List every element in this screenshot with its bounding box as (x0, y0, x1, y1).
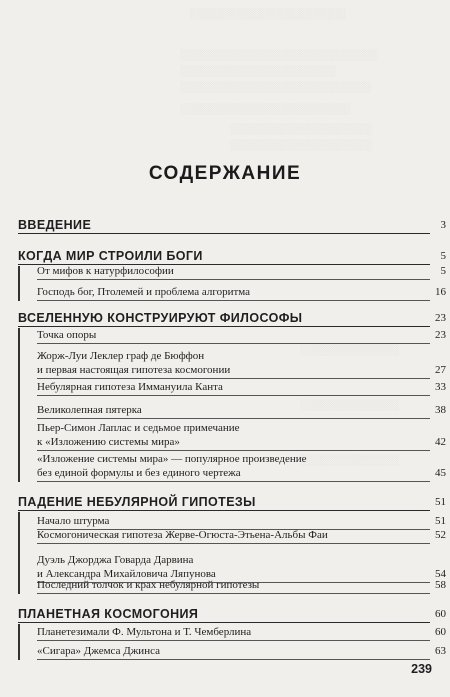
section-bracket (18, 624, 20, 660)
section-bracket (18, 328, 20, 482)
entry-page-number: 45 (435, 467, 446, 479)
entry-page-number: 5 (440, 265, 446, 277)
entry-rule (37, 659, 430, 660)
section-title: ПАДЕНИЕ НЕБУЛЯРНОЙ ГИПОТЕЗЫ (18, 495, 256, 509)
entry-rule (37, 450, 430, 451)
entry-page-number: 51 (435, 515, 446, 527)
entry-page-number: 60 (435, 626, 446, 638)
entry-rule (37, 418, 430, 419)
section-page-number: 3 (440, 219, 446, 231)
entry-page-number: 42 (435, 436, 446, 448)
section-page-number: 60 (435, 608, 446, 620)
toc-entry[interactable] (37, 528, 446, 542)
entry-title-line: Начало штурма (37, 515, 110, 527)
entry-title-line: Последний толчок и крах небулярной гипотезы (37, 579, 260, 591)
entry-rule (37, 300, 430, 301)
toc-section[interactable] (18, 603, 446, 623)
entry-title-line: Господь бог, Птолемей и проблема алгоритма (37, 286, 251, 298)
entry-title-line: Космогоническая гипотеза Жерве-Огюста-Этьена-Альбы Фаи (37, 529, 328, 541)
section-page-number: 51 (435, 496, 446, 508)
entry-rule (37, 593, 430, 594)
entry-page-number: 23 (435, 329, 446, 341)
section-rule (18, 233, 430, 234)
entry-title-line: без единой формулы и без единого чертежа (37, 467, 241, 479)
toc-entry[interactable] (37, 553, 446, 581)
section-bracket (18, 266, 20, 301)
toc-section[interactable] (18, 214, 446, 234)
entry-title-line: Небулярная гипотеза Иммануила Канта (37, 381, 223, 393)
toc-entry[interactable] (37, 380, 446, 394)
entry-title-line: и Александра Михайловича Ляпунова (37, 568, 216, 580)
toc-entry[interactable] (37, 264, 446, 278)
entry-rule (37, 481, 430, 482)
entry-title-line: Планетезимали Ф. Мультона и Т. Чемберлина (37, 626, 252, 638)
toc-entry[interactable] (37, 514, 446, 528)
section-rule (18, 622, 430, 623)
entry-page-number: 16 (435, 286, 446, 298)
entry-rule (37, 279, 430, 280)
entry-title-line: Точка опоры (37, 329, 97, 341)
entry-page-number: 27 (435, 364, 446, 376)
entry-title-line: «Изложение системы мира» — популярное произведение (37, 453, 307, 465)
section-page-number: 5 (440, 250, 446, 262)
toc-section[interactable] (18, 245, 446, 265)
entry-title-line: От мифов к натурфилософии (37, 265, 174, 277)
section-title: ВВЕДЕНИЕ (18, 218, 92, 232)
section-rule (18, 510, 430, 511)
entry-page-number: 38 (435, 404, 446, 416)
show-through-text: ░░░░░░░░░░░░░░░░░░░░ ░░░░░░░░░░░░░░░░░░░░░░░░░░░░ ░░░░░░░░░░░░░░░░░░░░░░ ░░░░░░░░░░░░░░░░░░░░░░░░░░░ ░░░░░░░░░░░░░░░░░░░░░░░░ ░░░░░░░░░░░░░░░░░░░░ ░░░░░░░░░░░░░░░░░░░░ ░░░░░░░░░░░░░░ ░░░░░░░░░░░░░░ ░░░░░░░░░░░░░░ (180, 8, 400, 466)
toc-entry[interactable] (37, 644, 446, 658)
entry-title-line: к «Изложению системы мира» (37, 436, 180, 448)
toc-entry[interactable] (37, 285, 446, 299)
page-title: СОДЕРЖАНИЕ (148, 163, 302, 184)
entry-rule (37, 343, 430, 344)
section-bracket (18, 512, 20, 594)
entry-page-number: 58 (435, 579, 446, 591)
toc-entry[interactable] (37, 578, 446, 592)
toc-entry[interactable] (37, 452, 446, 480)
entry-title-line: Великолепная пятерка (37, 404, 142, 416)
entry-rule (37, 543, 430, 544)
page-number: 239 (411, 662, 432, 676)
entry-rule (37, 395, 430, 396)
toc-entry[interactable] (37, 421, 446, 449)
toc-section[interactable] (18, 307, 446, 327)
entry-page-number: 52 (435, 529, 446, 541)
toc-entry[interactable] (37, 403, 446, 417)
entry-title-line: «Сигара» Джемса Джинса (37, 645, 160, 657)
section-page-number: 23 (435, 312, 446, 324)
entry-title-line: Жорж-Луи Леклер граф де Бюффон (37, 350, 205, 362)
toc-section[interactable] (18, 491, 446, 511)
entry-title-line: Дуэль Джорджа Говарда Дарвина (37, 554, 194, 566)
section-title: ПЛАНЕТНАЯ КОСМОГОНИЯ (18, 607, 199, 621)
section-rule (18, 326, 430, 327)
entry-page-number: 63 (435, 645, 446, 657)
toc-entry[interactable] (37, 328, 446, 342)
entry-title-line: Пьер-Симон Лаплас и седьмое примечание (37, 422, 240, 434)
section-title: ВСЕЛЕННУЮ КОНСТРУИРУЮТ ФИЛОСОФЫ (18, 311, 303, 325)
entry-rule (37, 378, 430, 379)
toc-entry[interactable] (37, 349, 446, 377)
section-title: КОГДА МИР СТРОИЛИ БОГИ (18, 249, 203, 263)
entry-rule (37, 640, 430, 641)
entry-page-number: 54 (435, 568, 446, 580)
toc-entry[interactable] (37, 625, 446, 639)
entry-page-number: 33 (435, 381, 446, 393)
entry-title-line: и первая настоящая гипотеза космогонии (37, 364, 231, 376)
